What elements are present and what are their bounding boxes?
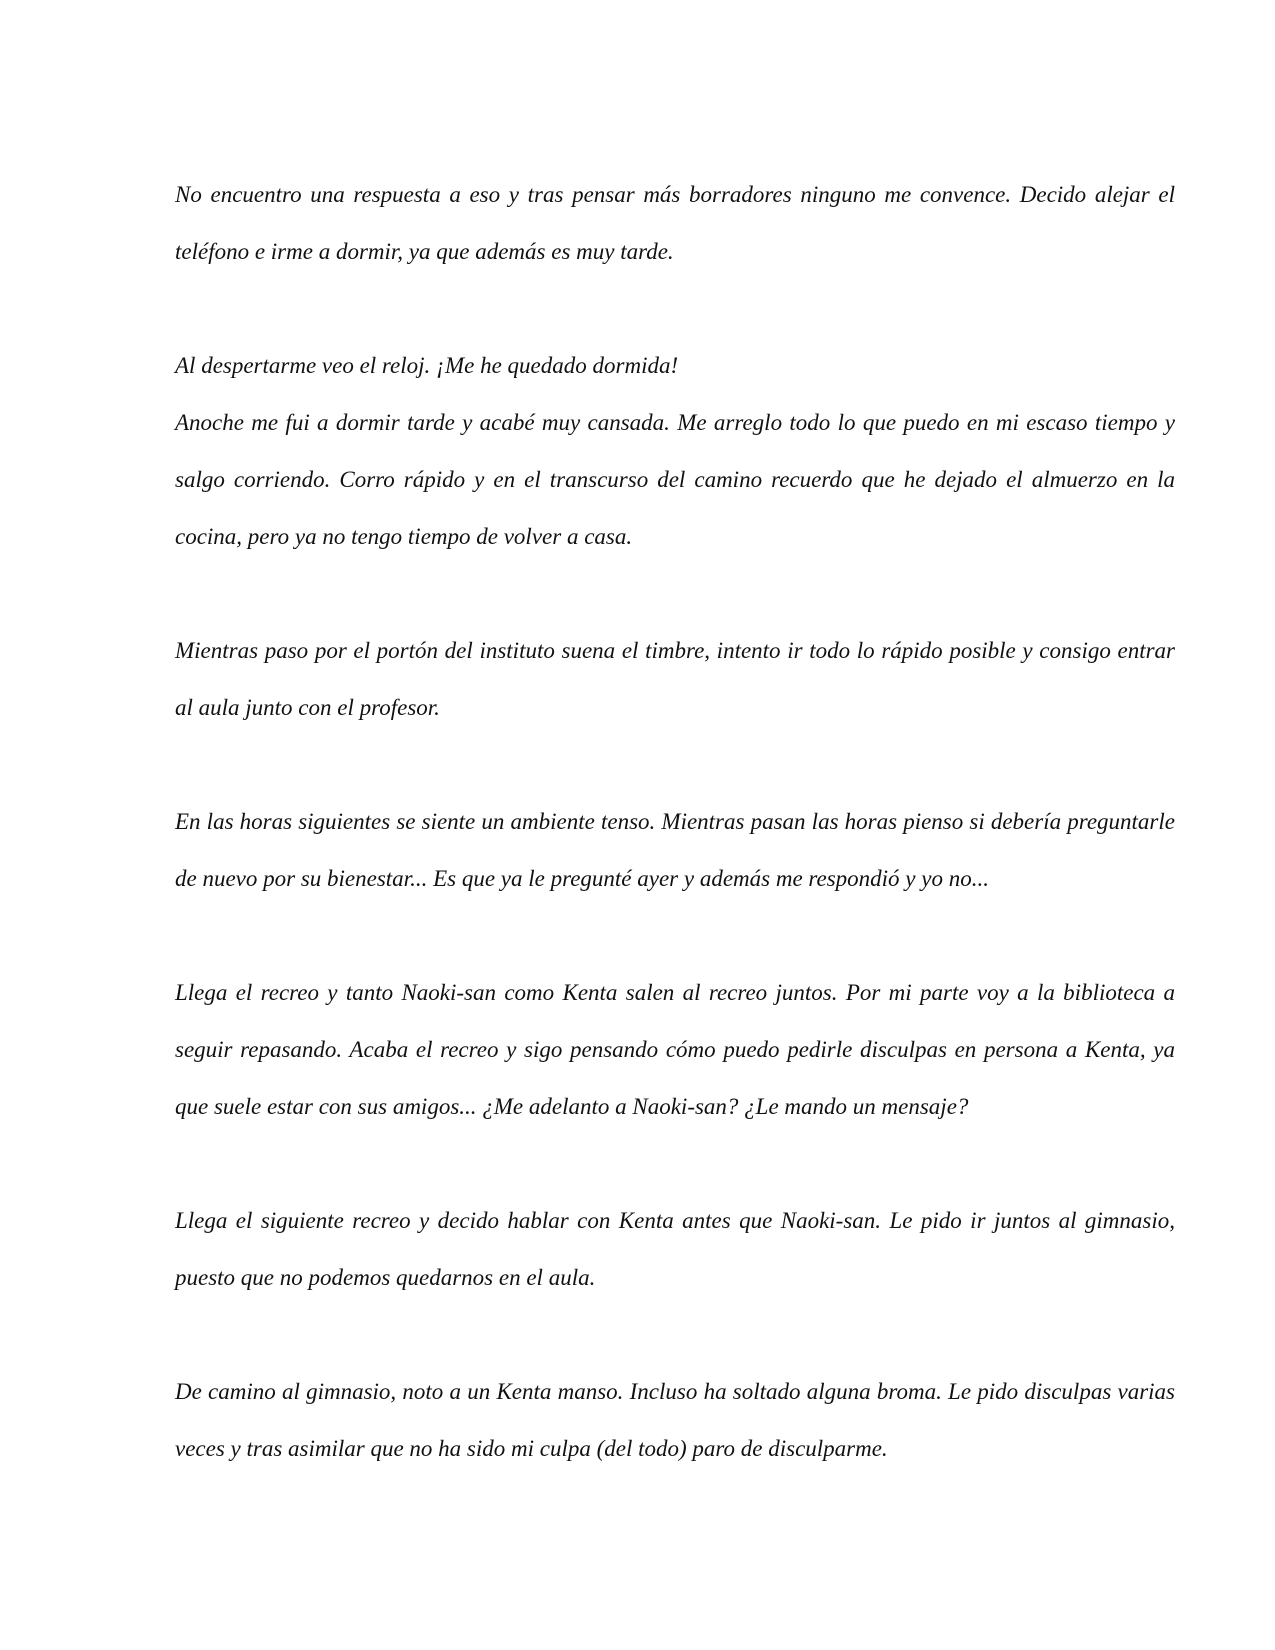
paragraph-6: Llega el recreo y tanto Naoki-san como Kenta salen al recreo juntos. Por mi parte voy a la biblioteca a seguir repasando. Acaba el recreo y sigo pensando cómo puedo pedirle disculpas en persona a Kenta, ya que suele estar con sus amigos... ¿Me adelanto a Naoki-san? ¿Le mando un mensaje? <box>175 980 1175 1119</box>
paragraph-spacer <box>175 736 1175 793</box>
paragraph-1: No encuentro una respuesta a eso y tras pensar más borradores ninguno me convence. Decido alejar el teléfono e irme a dormir, ya que además es muy tarde. <box>175 182 1175 264</box>
document-body <box>175 166 1175 1477</box>
paragraph-spacer <box>175 1306 1175 1363</box>
paragraph-spacer <box>175 280 1175 337</box>
paragraph-3: Anoche me fui a dormir tarde y acabé muy cansada. Me arreglo todo lo que puedo en mi escaso tiempo y salgo corriendo. Corro rápido y en el transcurso del camino recuerdo que he dejado el almuerzo en la cocina, pero ya no tengo tiempo de volver a casa. <box>175 410 1175 549</box>
paragraph-spacer <box>175 907 1175 964</box>
paragraph-5: En las horas siguientes se siente un ambiente tenso. Mientras pasan las horas pienso si debería preguntarle de nuevo por su bienestar... Es que ya le pregunté ayer y además me respondió y yo no... <box>175 809 1175 891</box>
paragraph-7: Llega el siguiente recreo y decido hablar con Kenta antes que Naoki-san. Le pido ir juntos al gimnasio, puesto que no podemos quedarnos en el aula. <box>175 1208 1175 1290</box>
paragraph-spacer <box>175 1135 1175 1192</box>
paragraph-4: Mientras paso por el portón del instituto suena el timbre, intento ir todo lo rápido posible y consigo entrar al aula junto con el profesor. <box>175 638 1175 720</box>
paragraph-2: Al despertarme veo el reloj. ¡Me he quedado dormida! <box>175 353 679 378</box>
paragraph-spacer <box>175 565 1175 622</box>
paragraph-8: De camino al gimnasio, noto a un Kenta manso. Incluso ha soltado alguna broma. Le pido disculpas varias veces y tras asimilar que no ha sido mi culpa (del todo) paro de disculparme. <box>175 1379 1175 1461</box>
